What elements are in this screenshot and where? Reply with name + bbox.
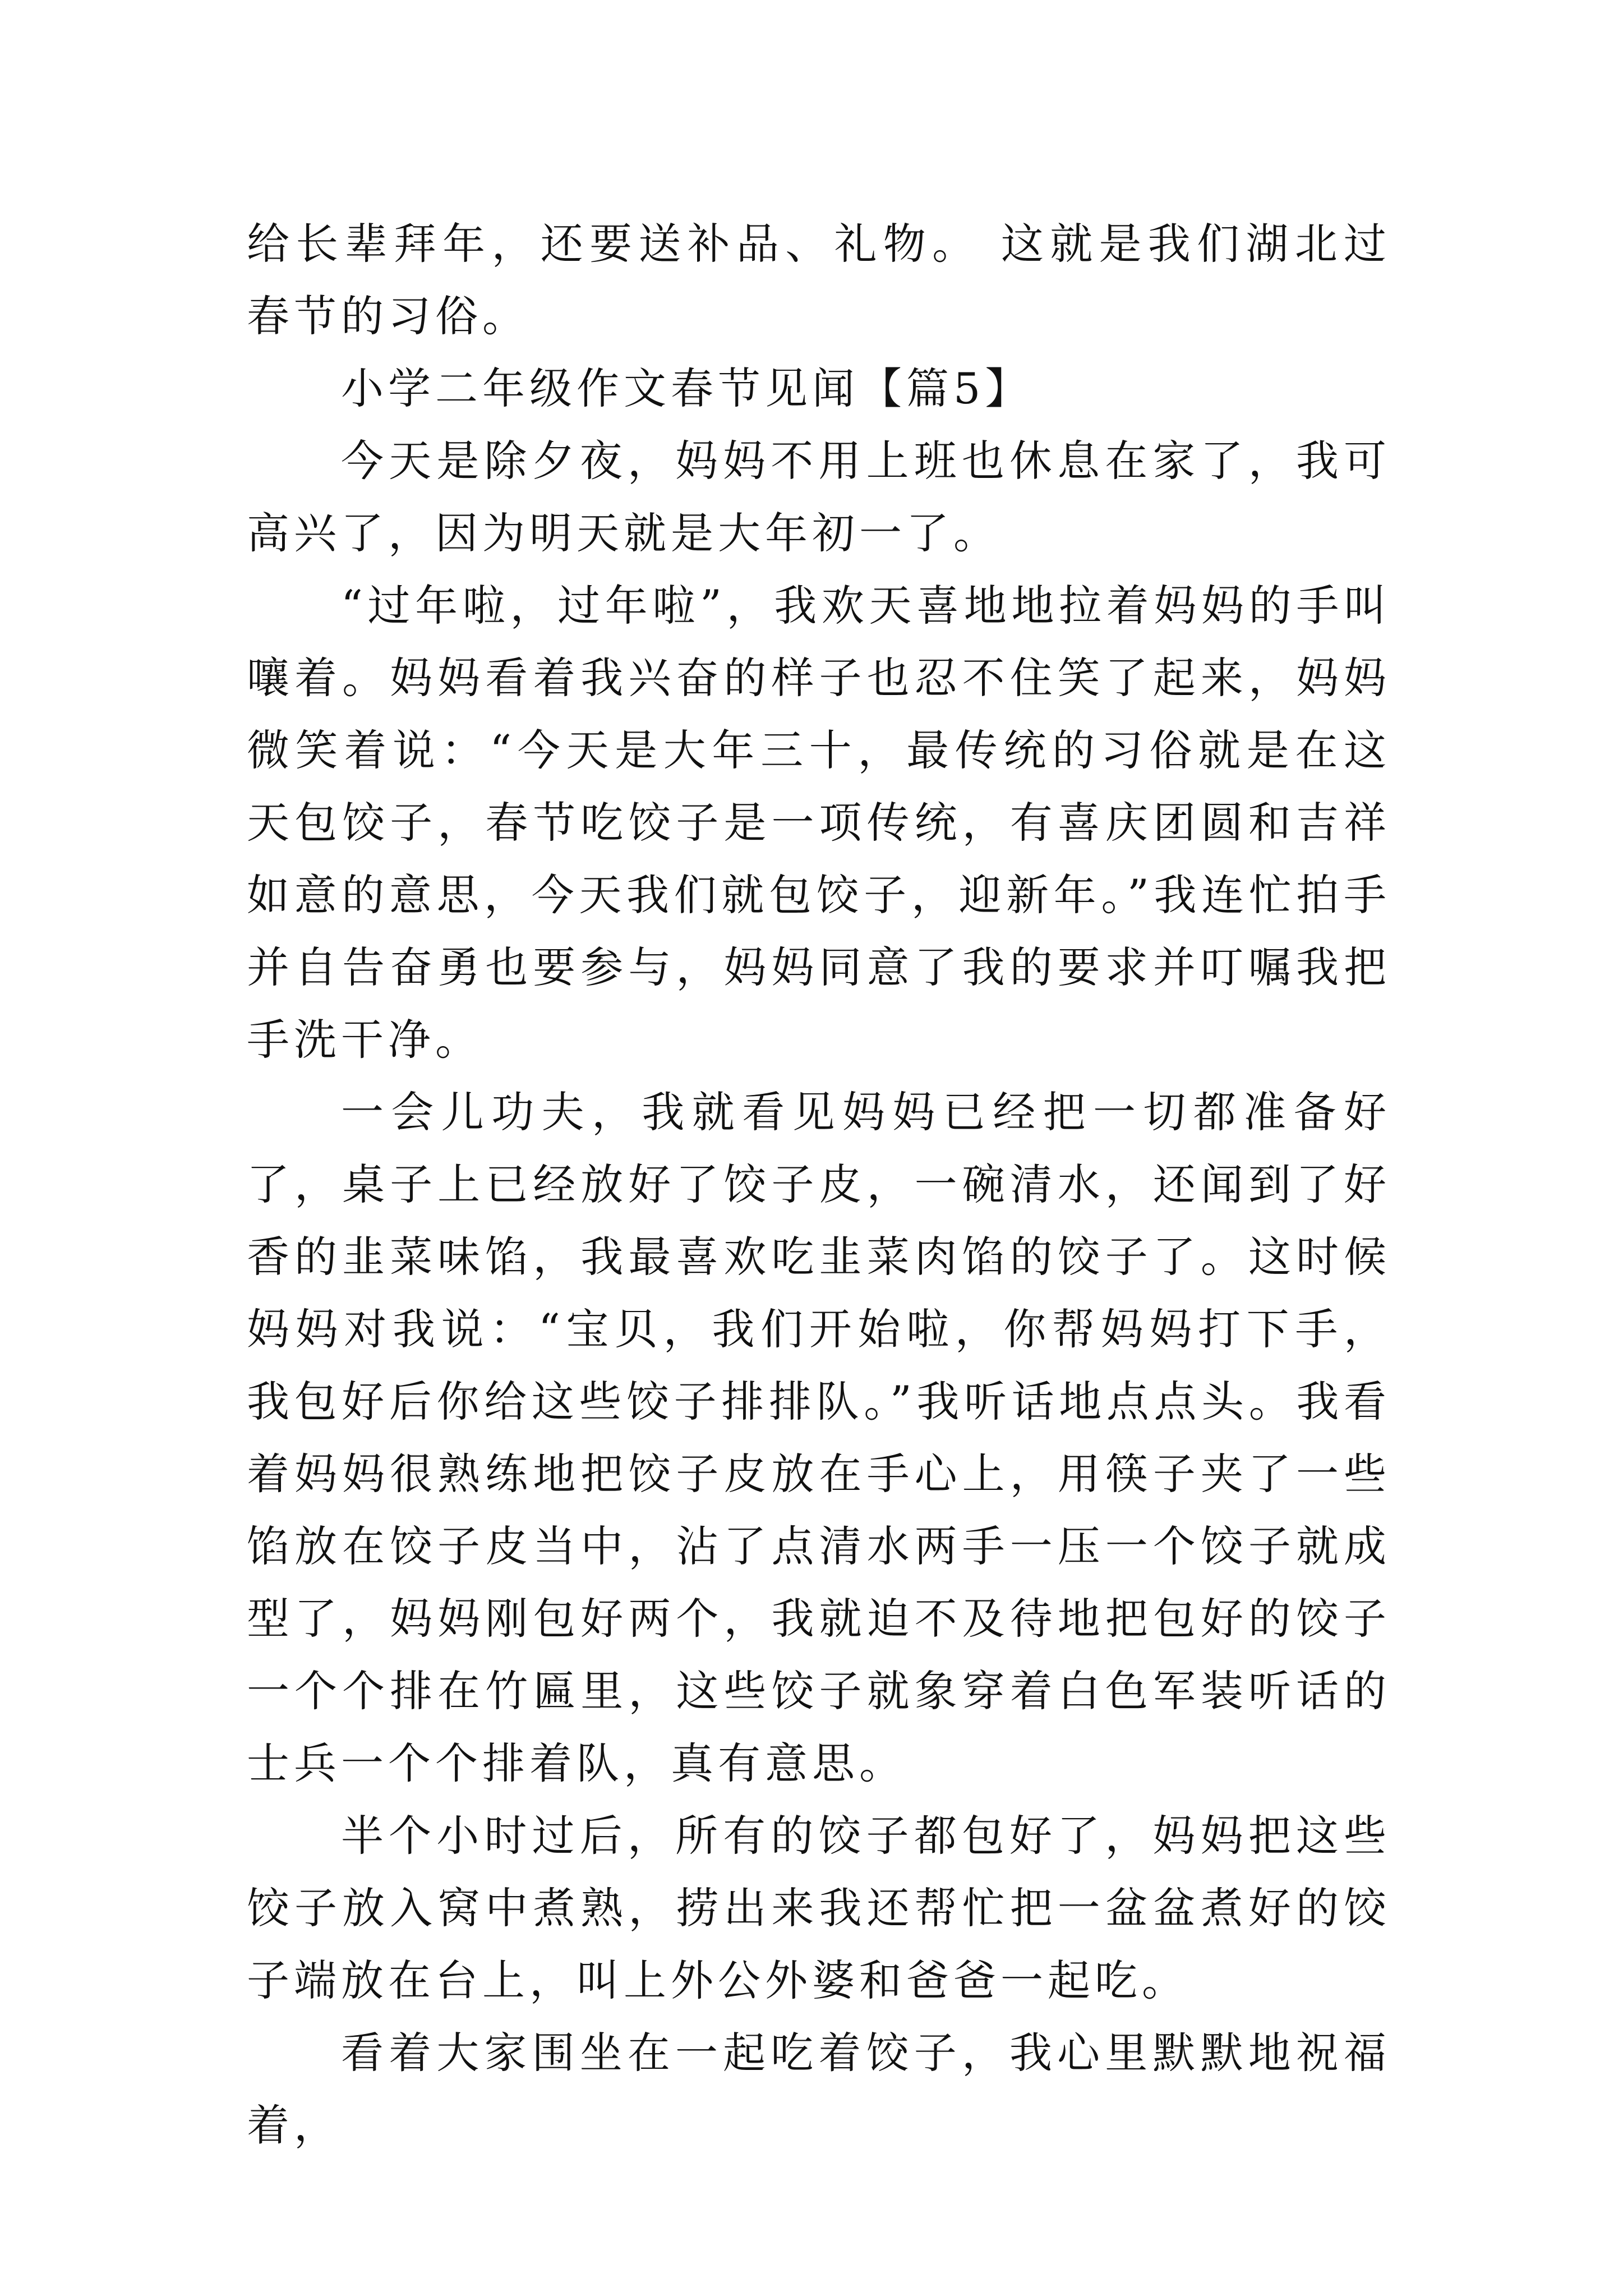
paragraph-continuation: 给长辈拜年，还要送补品、礼物。 这就是我们湖北过春节的习俗。 bbox=[247, 219, 1391, 341]
paragraph: 看着大家围坐在一起吃着饺子，我心里默默地祝福着， bbox=[247, 2028, 1391, 2150]
paragraph: “过年啦，过年啦”，我欢天喜地地拉着妈妈的手叫嚷着。妈妈看着我兴奋的样子也忍不住笑了起来，妈妈微笑着说：“今天是大年三十，最传统的习俗就是在这天包饺子，春节吃饺子是一项传统，有喜庆团圆和吉祥如意的意思，今天我们就包饺子，迎新年。”我连忙拍手并自告奋勇也要参与，妈妈同意了我的要求并叮嘱我把手洗干净。 bbox=[247, 581, 1391, 1065]
paragraph: 半个小时过后，所有的饺子都包好了，妈妈把这些饺子放入窝中煮熟，捞出来我还帮忙把一盆盆煮好的饺子端放在台上，叫上外公外婆和爸爸一起吃。 bbox=[247, 1811, 1391, 2005]
paragraph: 一会儿功夫，我就看见妈妈已经把一切都准备好了，桌子上已经放好了饺子皮，一碗清水，还闻到了好香的韭菜味馅，我最喜欢吃韭菜肉馅的饺子了。这时候妈妈对我说：“宝贝，我们开始啦，你帮妈妈打下手，我包好后你给这些饺子排排队。”我听话地点点头。我看着妈妈很熟练地把饺子皮放在手心上，用筷子夹了一些馅放在饺子皮当中，沾了点清水两手一压一个饺子就成型了，妈妈刚包好两个，我就迫不及待地把包好的饺子一个个排在竹匾里，这些饺子就象穿着白色军装听话的士兵一个个排着队，真有意思。 bbox=[247, 1087, 1391, 1788]
document-body bbox=[247, 208, 1391, 2161]
section-heading: 小学二年级作文春节见闻【篇5】 bbox=[341, 364, 1032, 413]
paragraph: 今天是除夕夜，妈妈不用上班也休息在家了，我可高兴了，因为明天就是大年初一了。 bbox=[247, 436, 1391, 558]
